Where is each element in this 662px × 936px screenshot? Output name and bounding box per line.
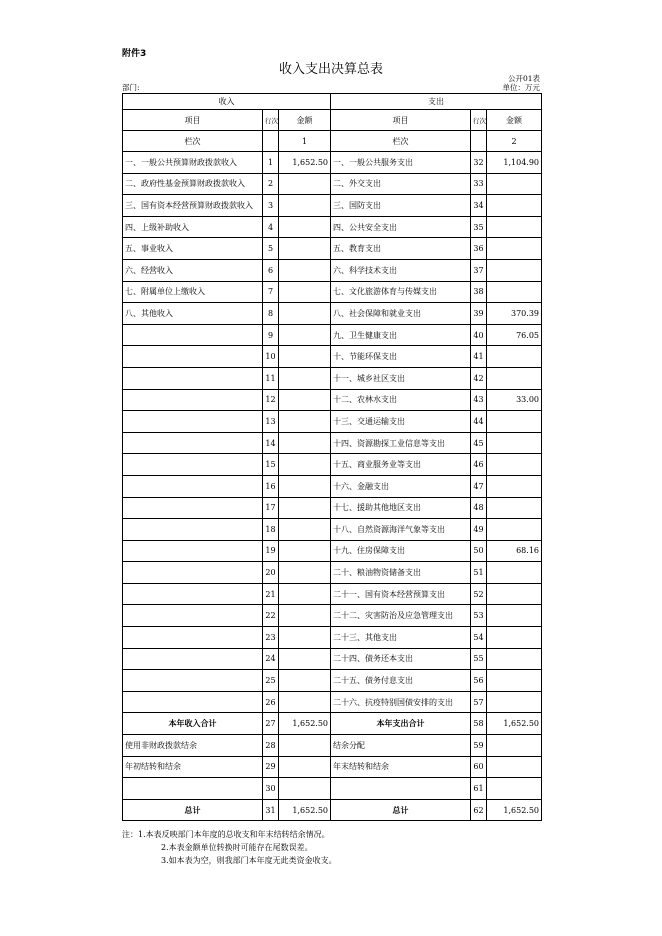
expense-item-cell: 十一、城乡社区支出	[331, 367, 471, 389]
expense-rowno-cell: 47	[471, 475, 487, 497]
note-2: 2.本表金额单位转换时可能存在尾数误差。	[161, 843, 313, 852]
expense-item-cell: 十四、资源勘探工业信息等支出	[331, 432, 471, 454]
expense-rowno-cell: 62	[471, 799, 487, 821]
income-amount-cell	[279, 389, 331, 411]
income-rowno-cell: 19	[263, 540, 279, 562]
income-amount-cell	[279, 324, 331, 346]
income-rowno-cell: 12	[263, 389, 279, 411]
expense-rowno-cell: 35	[471, 216, 487, 238]
expense-amount-cell	[487, 346, 542, 368]
income-rowno-cell: 2	[263, 173, 279, 195]
expense-amount-cell	[487, 519, 542, 541]
expense-item-cell: 二十五、债务付息支出	[331, 670, 471, 692]
expense-rowno-cell: 42	[471, 367, 487, 389]
income-rowno-cell: 14	[263, 432, 279, 454]
income-amount-cell	[279, 281, 331, 303]
income-amount-cell	[279, 778, 331, 800]
expense-amount-cell	[487, 497, 542, 519]
expense-rowno-cell: 38	[471, 281, 487, 303]
income-amount-cell: 1,652.50	[279, 152, 331, 174]
income-rowno-header: 行次	[263, 110, 279, 131]
expense-amount-cell	[487, 475, 542, 497]
table-row	[123, 670, 542, 692]
expense-item-cell: 十九、住房保障支出	[331, 540, 471, 562]
expense-item-cell: 本年支出合计	[331, 713, 471, 735]
expense-amount-cell	[487, 627, 542, 649]
expense-amount-cell	[487, 259, 542, 281]
attachment-label: 附件3	[122, 49, 147, 59]
unit-label: 单位：万元	[502, 83, 540, 92]
expense-rowno-cell: 55	[471, 648, 487, 670]
expense-item-cell: 十七、援助其他地区支出	[331, 497, 471, 519]
table-row	[123, 324, 542, 346]
expense-rowno-cell: 37	[471, 259, 487, 281]
income-expense-table	[122, 93, 542, 821]
income-rowno-cell: 30	[263, 778, 279, 800]
table-row	[123, 259, 542, 281]
income-rowno-cell: 4	[263, 216, 279, 238]
expense-rowno-cell: 45	[471, 432, 487, 454]
note-3: 3.如本表为空，则我部门本年度无此类资金收支。	[161, 856, 337, 865]
expense-rowno-cell: 54	[471, 627, 487, 649]
table-row	[123, 238, 542, 260]
income-amount-cell	[279, 583, 331, 605]
expense-item-cell	[331, 778, 471, 800]
income-rowno-cell: 6	[263, 259, 279, 281]
expense-rowno-cell: 46	[471, 454, 487, 476]
expense-rowno-cell: 41	[471, 346, 487, 368]
income-rowno-cell: 7	[263, 281, 279, 303]
income-rowno-cell: 13	[263, 411, 279, 433]
expense-item-cell: 七、文化旅游体育与传媒支出	[331, 281, 471, 303]
income-rowno-cell: 28	[263, 735, 279, 757]
table-row	[123, 627, 542, 649]
expense-rowno-cell: 44	[471, 411, 487, 433]
income-rowno-cell: 16	[263, 475, 279, 497]
income-rowno-cell: 17	[263, 497, 279, 519]
expense-amount-cell	[487, 281, 542, 303]
table-row	[123, 216, 542, 238]
table-row	[123, 411, 542, 433]
income-item-cell	[123, 605, 263, 627]
expense-item-header: 项目	[331, 110, 471, 131]
income-item-cell: 一、一般公共预算财政拨款收入	[123, 152, 263, 174]
expense-amount-cell	[487, 238, 542, 260]
table-row	[123, 778, 542, 800]
table-row	[123, 475, 542, 497]
expense-amount-cell: 1,652.50	[487, 713, 542, 735]
table-row	[123, 346, 542, 368]
table-row	[123, 756, 542, 778]
income-amount-cell	[279, 238, 331, 260]
income-item-cell	[123, 432, 263, 454]
expense-rowno-cell: 51	[471, 562, 487, 584]
expense-amount-header: 金额	[487, 110, 542, 131]
table-row	[123, 713, 542, 735]
income-rowno-cell: 8	[263, 303, 279, 325]
expense-amount-cell	[487, 648, 542, 670]
income-rowno-cell: 29	[263, 756, 279, 778]
income-item-header: 项目	[123, 110, 263, 131]
expense-item-cell: 总计	[331, 799, 471, 821]
income-amount-cell	[279, 497, 331, 519]
income-rowno-cell: 23	[263, 627, 279, 649]
expense-rowno-cell: 50	[471, 540, 487, 562]
expense-amount-cell	[487, 195, 542, 217]
table-row	[123, 367, 542, 389]
expense-rowno-cell: 57	[471, 691, 487, 713]
expense-amount-cell: 370.39	[487, 303, 542, 325]
income-amount-cell	[279, 519, 331, 541]
expense-amount-cell	[487, 367, 542, 389]
income-rowno-cell: 1	[263, 152, 279, 174]
table-row	[123, 432, 542, 454]
income-item-cell	[123, 519, 263, 541]
table-row	[123, 648, 542, 670]
expense-item-cell: 三、国防支出	[331, 195, 471, 217]
expense-rowno-cell: 56	[471, 670, 487, 692]
table-row	[123, 562, 542, 584]
column-number-row	[123, 131, 542, 152]
income-amount-cell	[279, 605, 331, 627]
income-rowno-cell: 25	[263, 670, 279, 692]
expense-rowno-cell: 36	[471, 238, 487, 260]
income-amount-cell	[279, 216, 331, 238]
income-item-cell: 使用非财政拨款结余	[123, 735, 263, 757]
income-amount-cell	[279, 346, 331, 368]
income-rowno-cell: 26	[263, 691, 279, 713]
column-header-row	[123, 110, 542, 131]
expense-amount-cell	[487, 562, 542, 584]
expense-item-cell: 结余分配	[331, 735, 471, 757]
expense-item-cell: 十三、交通运输支出	[331, 411, 471, 433]
income-item-cell	[123, 648, 263, 670]
income-item-cell	[123, 627, 263, 649]
income-amount-cell	[279, 475, 331, 497]
table-row	[123, 281, 542, 303]
table-row	[123, 303, 542, 325]
expense-rowno-cell: 58	[471, 713, 487, 735]
income-item-cell: 八、其他收入	[123, 303, 263, 325]
expense-amount-cell	[487, 583, 542, 605]
income-amount-cell	[279, 432, 331, 454]
table-row	[123, 497, 542, 519]
income-amount-cell: 1,652.50	[279, 799, 331, 821]
expense-item-cell: 二十四、债务还本支出	[331, 648, 471, 670]
expense-amount-cell	[487, 411, 542, 433]
expense-rowno-cell: 39	[471, 303, 487, 325]
income-item-cell	[123, 540, 263, 562]
income-item-cell	[123, 475, 263, 497]
expense-item-cell: 二、外交支出	[331, 173, 471, 195]
expense-item-cell: 十、节能环保支出	[331, 346, 471, 368]
expense-item-cell: 年末结转和结余	[331, 756, 471, 778]
income-item-cell	[123, 778, 263, 800]
income-amount-cell	[279, 259, 331, 281]
income-item-cell: 六、经营收入	[123, 259, 263, 281]
expense-item-cell: 二十三、其他支出	[331, 627, 471, 649]
income-amount-cell	[279, 411, 331, 433]
expense-amount-cell	[487, 454, 542, 476]
expense-item-cell: 十六、金融支出	[331, 475, 471, 497]
expense-item-cell: 八、社会保障和就业支出	[331, 303, 471, 325]
section-header-row	[123, 94, 542, 110]
income-item-cell: 三、国有资本经营预算财政拨款收入	[123, 195, 263, 217]
table-row	[123, 605, 542, 627]
income-rowno-cell: 22	[263, 605, 279, 627]
expense-amount-cell	[487, 735, 542, 757]
income-amount-cell	[279, 670, 331, 692]
table-row	[123, 799, 542, 821]
expense-amount-cell: 76.05	[487, 324, 542, 346]
expense-amount-cell	[487, 605, 542, 627]
income-rowno-cell: 10	[263, 346, 279, 368]
income-rowno-cell: 20	[263, 562, 279, 584]
table-row	[123, 152, 542, 174]
income-item-cell	[123, 389, 263, 411]
expense-amount-cell: 1,104.90	[487, 152, 542, 174]
income-rowno-cell: 18	[263, 519, 279, 541]
income-rowno-cell: 3	[263, 195, 279, 217]
income-column-no-label: 栏次	[123, 131, 263, 152]
table-row	[123, 389, 542, 411]
table-row	[123, 519, 542, 541]
income-item-cell: 年初结转和结余	[123, 756, 263, 778]
income-rowno-cell: 5	[263, 238, 279, 260]
expense-rowno-cell: 40	[471, 324, 487, 346]
income-rowno-cell: 15	[263, 454, 279, 476]
expense-item-cell: 二十、粮油物资储备支出	[331, 562, 471, 584]
table-row	[123, 583, 542, 605]
expense-amount-cell	[487, 432, 542, 454]
expense-rowno-cell: 34	[471, 195, 487, 217]
expense-amount-cell	[487, 691, 542, 713]
expense-column-no: 2	[487, 131, 542, 152]
expense-rowno-cell: 59	[471, 735, 487, 757]
expense-item-cell: 十二、农林水支出	[331, 389, 471, 411]
income-item-cell	[123, 583, 263, 605]
income-item-cell: 四、上级补助收入	[123, 216, 263, 238]
expense-rowno-cell: 48	[471, 497, 487, 519]
expense-item-cell: 五、教育支出	[331, 238, 471, 260]
income-item-cell	[123, 562, 263, 584]
expense-rowno-cell: 32	[471, 152, 487, 174]
income-amount-cell	[279, 303, 331, 325]
income-item-cell	[123, 670, 263, 692]
income-rowno-cell: 27	[263, 713, 279, 735]
expense-amount-cell	[487, 670, 542, 692]
income-amount-cell	[279, 562, 331, 584]
expense-item-cell: 二十二、灾害防治及应急管理支出	[331, 605, 471, 627]
notes	[122, 828, 337, 867]
department-label: 部门:	[122, 83, 140, 92]
expense-rowno-cell: 61	[471, 778, 487, 800]
income-section-header: 收入	[123, 94, 331, 110]
income-amount-cell	[279, 735, 331, 757]
expense-item-cell: 十八、自然资源海洋气象等支出	[331, 519, 471, 541]
income-amount-cell	[279, 367, 331, 389]
expense-item-cell: 十五、商业服务业等支出	[331, 454, 471, 476]
table-row	[123, 735, 542, 757]
expense-rowno-cell: 60	[471, 756, 487, 778]
expense-amount-cell: 33.00	[487, 389, 542, 411]
income-item-cell: 二、政府性基金预算财政拨款收入	[123, 173, 263, 195]
table-row	[123, 173, 542, 195]
income-amount-cell: 1,652.50	[279, 713, 331, 735]
expense-rowno-cell: 52	[471, 583, 487, 605]
expense-column-no-label: 栏次	[331, 131, 471, 152]
income-amount-cell	[279, 195, 331, 217]
expense-item-cell: 二十六、抗疫特别国债安排的支出	[331, 691, 471, 713]
expense-item-cell: 一、一般公共服务支出	[331, 152, 471, 174]
income-item-cell: 五、事业收入	[123, 238, 263, 260]
page-title: 收入支出决算总表	[278, 62, 383, 77]
expense-amount-cell: 68.16	[487, 540, 542, 562]
expense-section-header: 支出	[331, 94, 542, 110]
income-rowno-cell: 24	[263, 648, 279, 670]
expense-amount-cell	[487, 216, 542, 238]
income-item-cell	[123, 346, 263, 368]
income-column-no: 1	[279, 131, 331, 152]
expense-item-cell: 二十一、国有资本经营预算支出	[331, 583, 471, 605]
expense-item-cell: 九、卫生健康支出	[331, 324, 471, 346]
income-amount-cell	[279, 691, 331, 713]
income-item-cell	[123, 411, 263, 433]
income-rowno-cell: 11	[263, 367, 279, 389]
income-rowno-cell: 9	[263, 324, 279, 346]
income-item-cell	[123, 454, 263, 476]
expense-amount-cell	[487, 778, 542, 800]
income-item-cell	[123, 691, 263, 713]
income-amount-cell	[279, 627, 331, 649]
expense-rowno-cell: 33	[471, 173, 487, 195]
expense-rowno-cell: 43	[471, 389, 487, 411]
income-rowno-cell: 31	[263, 799, 279, 821]
income-item-cell: 七、附属单位上缴收入	[123, 281, 263, 303]
expense-item-cell: 六、科学技术支出	[331, 259, 471, 281]
income-item-cell: 本年收入合计	[123, 713, 263, 735]
expense-rowno-cell: 53	[471, 605, 487, 627]
empty-cell	[263, 131, 279, 152]
income-item-cell	[123, 497, 263, 519]
expense-amount-cell	[487, 756, 542, 778]
income-amount-cell	[279, 756, 331, 778]
expense-amount-cell	[487, 173, 542, 195]
table-row	[123, 540, 542, 562]
expense-item-cell: 四、公共安全支出	[331, 216, 471, 238]
expense-amount-cell: 1,652.50	[487, 799, 542, 821]
income-amount-cell	[279, 648, 331, 670]
income-rowno-cell: 21	[263, 583, 279, 605]
income-item-cell	[123, 324, 263, 346]
income-amount-cell	[279, 540, 331, 562]
income-amount-cell	[279, 173, 331, 195]
table-row	[123, 691, 542, 713]
income-amount-header: 金额	[279, 110, 331, 131]
form-number: 公开01表	[507, 74, 540, 83]
empty-cell	[471, 131, 487, 152]
income-item-cell: 总计	[123, 799, 263, 821]
income-item-cell	[123, 367, 263, 389]
expense-rowno-cell: 49	[471, 519, 487, 541]
note-1: 注：1.本表反映部门本年度的总收支和年末结转结余情况。	[122, 830, 330, 839]
expense-rowno-header: 行次	[471, 110, 487, 131]
table-row	[123, 195, 542, 217]
table-row	[123, 454, 542, 476]
income-amount-cell	[279, 454, 331, 476]
